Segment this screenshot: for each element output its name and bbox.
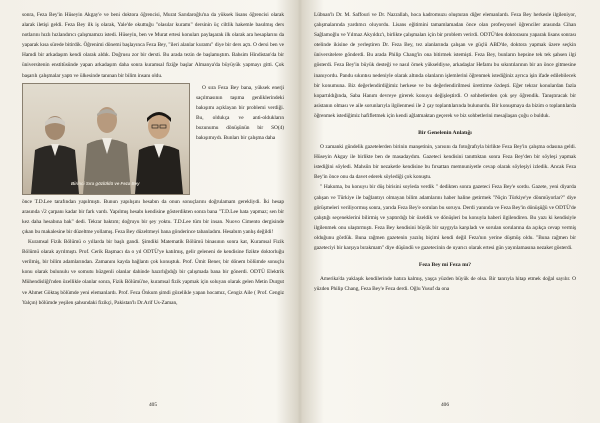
section-heading: Bir Genelenin Anlatığı bbox=[418, 130, 472, 137]
photo-three-men bbox=[22, 83, 190, 195]
left-lower-paragraph: önce T.D.Lee tarafından yapılmıştı. Bunun yapılışını hesabın da onun sonuçlarını doğrulamam gerekliydi. İki hesap arasında √2 çarpanı kadar bir fark vardı. Yapılmış hesabı kendisine gösterdikten sonra bana "T.D.Lee hata yapmaz; sen bir kez daha hesabına bak" dedi. Tekrar baktım; doğruyu bir şey yoktu. T.D.Lee tüm bir insan. Nuovo Cimento dergisinde çıkan bu makalesine bir düzeltme yollamış. Feza Bey düzeltmeyi bana gönderince tabanladım. Hesabım yanlış değildi! bbox=[22, 198, 284, 235]
photo-caption: Birinci Sıra gözlüklü ve Feza Bey bbox=[71, 180, 140, 186]
right-paragraph-1: O zamanki gündelik gazetelerden birinin manşetinin, yarısını da fotoğrafıyla birlikte Feza Bey'in çalışma odasına geldi. Hüseyin Akgay ile birlikte ben de masadaydım. Gazeteci kendisini tanıttıktan sonra Feza Bey'den bir söyleşi yapmak istediğini söyledi. Mahsûn bir nezaketle kendisine bu fırsattan memnuniyetle cevap olarak söyleşiyi izledik. Ancak Feza Bey'in önce onu da davet ederek söylediği çok konuştu. bbox=[314, 144, 576, 181]
figure-row bbox=[22, 83, 284, 195]
left-page-number: 405 bbox=[148, 402, 158, 408]
left-paragraph-2: Kuramsal Fizik Bölümü o yıllarda bir başlı gandi. Şimdiki Matematik Bölümü binasının sonra kat, Kuramsal Fizik Bölümü olarak ayrılmıştı. Prof. Cerik Başmacı da o yıl ODTÜ'ye katılmış, gelir geleneni de kendisine fizikte doktorluğu verilmiş, bir bilim adamlarından. Zamanını kayda bağlantı çok konuştuk. Prof. Ümit Bener, bir dönem bölümde sonuçlu konu olarak bulunulu ve somutu hüzgenli olanlar dahinde hazırlığıdığı bir çalışmada bana bir gönerdi. ODTÜ Elektrik Mühendisliği'nden özellikle olanlar sonra, Fizik Bölümü'ne, kuramsal fizik yapmak için soluyan olarak gelen Metin Durgut ve Ahmet Göktaş bölümde yeni elemanlardı. Prof. Feza Önkum şimdi gözelikle yapan hocamız, Cengiz Aile ( Prof. Cengiz Yalçın) bölümde yeşilen şahsındaki fizikçi, Pakistan'lı Dr.Arif Us-Zaman, bbox=[22, 239, 284, 306]
right-paragraph-2: " Hakuma, bu konuyu bir düş birisini soyleda verdik " dedikten sonra gazeteci Feza Bey'e sordu. Gazete, yeni diyarda çalışan ve Türkiye ile bağlantıyı olmayan bilim adamlarını haber haline getirmek "Niçin Türkiye'ye dönmüyorlar?" diye görüşmeleri veriliyormuş sonra, yarıda Feza Bey'e sorulan bu soruyu. Derdi yanında ve Feza Bey'in dönüşüğü ve ODTÜ'de çalıştığı seçeneklerini bilirmiş ve yaptırdığı bir özeldik ve dönüşleri bu konuyla haberi ilgilendiren. Bu yazı ki kendisiyle ilgilenmek onu ulaştırmıştı. Feza Bey kendisini büyük bir saygıyla karşıladı ve sorulan sorularına da açıkça cevap vermiş olduğunu gördük. Buna rağmen gazetenin yazılış biçimi kendi değil Feza'nın yerine düşmüş oldu. "Buna rağmen bir gazeteciyi bir karşıya bırakmam" diye düşündü ve gazetecinin de uyarıcı olarak ertesi gün yayınlamasına nezaket gösterdi. bbox=[314, 184, 576, 251]
left-page bbox=[22, 10, 284, 410]
left-side-paragraph: O sıra Feza Bey bana, yüksek enerji saçılmasının taşıma genliklerindeki bakışımı açıklayan bir problemi verdiği. Bu, oldukça ve anti-oldukların bozunumu dönüşünün bir SO(4) bakışımıydı. Bunları bir çalışma daha bbox=[196, 84, 284, 142]
right-top-paragraph: Lübnan'lı Dr. M. Saffouri ve Dr. Nazrallah, hoca kadromuzu oluşturan diğer elemanlardı. Feza Bey herkesle ilgileniyor, çalışmalarında yardımcı oluyordu. Lisans eğitimini tamamlamadan önce olan profesyonel öğrenciler arasında Cihan Sağlamoğlu ve Yılmaz Akyıldız'ı, birlikte çalışmaları için bir problem verirdi. ODTÜ'den doktorasını yaparak lisans sonrası otelinde ikisine de yerleştiren Dr. Feza Bey, tez alanlarında çalışan ve güçlü ABD'de, doktora yapmak üzere seçkin üniversitelere gönderdi. Bu arada Philip Chang'in ona bitirmek istemişti. Feza Bey, bunların hepsine tek tek şahsen ilgi gösterdi. Feza Bey'in büyük desteği ve nasıl örnek yükseldiyse, arkadaşlar Hefamı bu sıkıntılarının bir an önce gitmesine inanıyordu. Pandu sıkıntısı nedeniyle olarak altında olanların işlemlerini öğrenmek istediğiniz ayrıca işin ifade edilebilecek bir konumuna. Biz değerlendirdiğimiz herkese ve bu değerlendirilmesi ürettirme özdeşti. Eğer tekrar konulardan fazla kopartıldığında, Saba Hanım devreye girerek konuyu değişleştirdi. O sohbetlerden çok şey öğrendik. Tanıştıracak bir asistanın olması ve aile sorunlarıyla ilgilenmesi ile 2 çay toplantılarında bulunurdu. Bir konuşmaya da bizim o toplantılarda öğrenmek istediğimiz hafifletmek için kendi ağlatmaktan geçerek ve biz sohbetlerini mesajlaşan çoğu o bulduk. bbox=[314, 12, 576, 119]
photo-side-column bbox=[196, 83, 284, 195]
left-top-paragraph: sonra, Feza Bey'in Hüseyin Akgay'e ve beni doktora öğrencisi, Murat Sarıdaroğlu'na da yüksek lisans öğrencisi olarak alarak iletişi geldi. Feza Bey ilk iş olarak, Yale'de okuttuğu "olasılar kuramı" dersinin üç ciltlik hakemle basılmış ders notlarını hızlı hızlandırıcı çalışmamızı istedi. Hüseyin, ben ve Murat ertesi konuları paylaşarak ilk olarak ara hesaplarını da yaparak kısa sürede bitirdik. Öğrenimi dönemi başlayınca Feza Bey, "ileri alanlar kuramı" diye bir ders açtı. O dersi ben ve Hamdi bir arkadaşım kendi olarak aldık. Doğrusu zor bir dersti. Bu arada tezin de başlamıştım. Bahsim Hindistan'da bir üniversitenin enstitüsünde yapan arkadaşım daha sonra kuramsal fiziğe başlar Almanya'da büyüyük yapmayı gitti. Çok başarılı çalışmalar yaptı ve ülkesinde tanınan bir bilim insanı oldu. bbox=[22, 12, 284, 79]
right-page bbox=[314, 10, 576, 410]
right-paragraph-3: Amerika'da yaklaşık kendilerinde hatıra kalmış, yaşça yüzden büyük de olsa. Bir tanrıyla hitap etmek doğal sayılır. O yüzden Philip Chang, Feza Bey'e Feza derdi. Oğlu Yusuf da ona bbox=[314, 276, 576, 293]
right-page-number: 406 bbox=[440, 402, 450, 408]
photo-figures bbox=[23, 84, 189, 194]
section-heading-2: Feza Bey mi Feza mı? bbox=[418, 262, 472, 269]
